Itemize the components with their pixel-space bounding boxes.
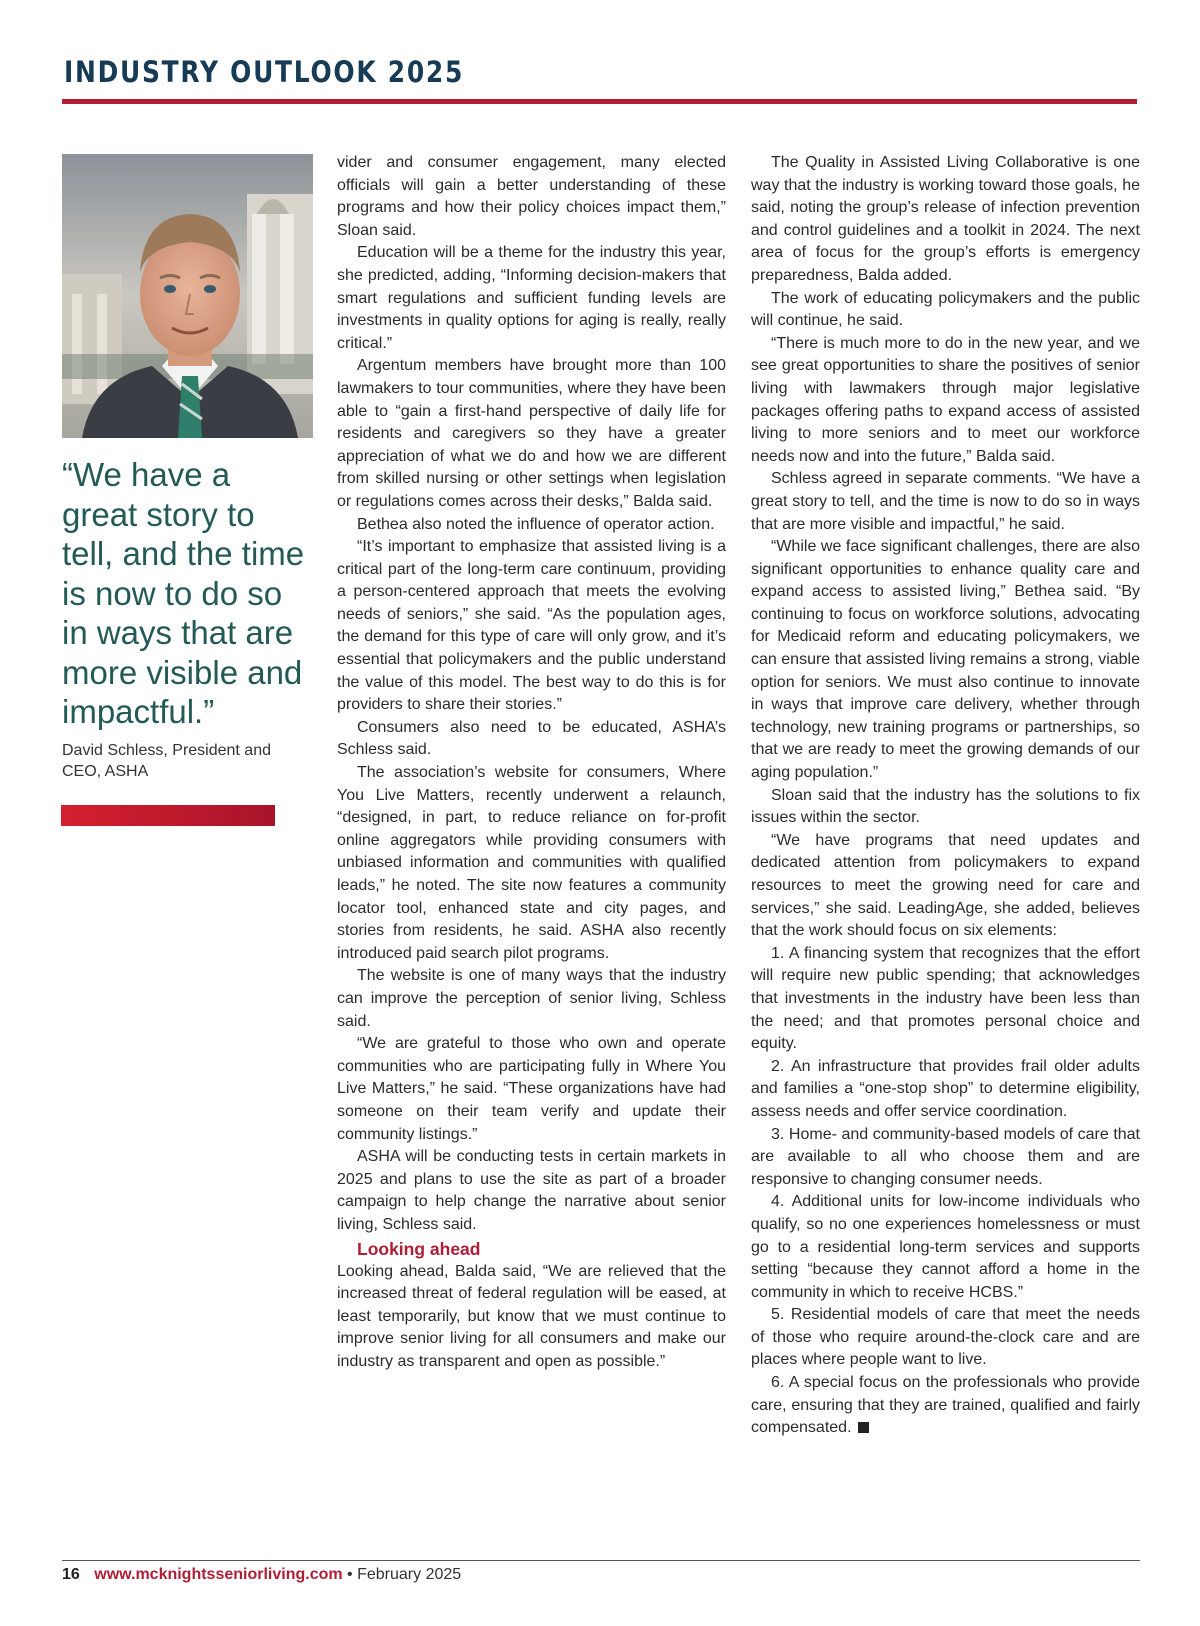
paragraph: Bethea also noted the influence of operator action. bbox=[357, 515, 715, 533]
paragraph: Consumers also need to be educated, ASHA’s Schless said. bbox=[337, 718, 726, 759]
issue-date: February 2025 bbox=[357, 1566, 462, 1583]
paragraph: Schless agreed in separate comments. “We have a great story to tell, and the time is now to do so in ways that are more visible and impactful,” he said. bbox=[751, 470, 1140, 533]
subhead-looking-ahead: Looking ahead bbox=[357, 1238, 481, 1259]
list-item bbox=[751, 1372, 1140, 1440]
paragraph: The work of educating policymakers and the public will continue, he said. bbox=[751, 289, 1140, 330]
author-photo bbox=[62, 154, 313, 438]
paragraph: “We have programs that need updates and dedicated attention from policymakers to expand resources to meet the growing need for care and services,” she said. LeadingAge, she added, believes that the work should focus on six elements: bbox=[751, 831, 1140, 940]
footer-divider bbox=[62, 1560, 1140, 1561]
website-link[interactable]: www.mcknightsseniorliving.com bbox=[94, 1566, 343, 1583]
list-item: 3. Home- and community-based models of care that are available to all who choose them and are responsive to changing consumer needs. bbox=[751, 1125, 1140, 1188]
quote-attribution: David Schless, President and CEO, ASHA bbox=[62, 742, 271, 780]
header-divider bbox=[62, 99, 1137, 104]
list-item: 4. Additional units for low-income individuals who qualify, so no one experiences homelessness or must go to a residential long-term services and supports setting “because they cannot afford a home in the community in which to receive HCBS.” bbox=[751, 1193, 1140, 1301]
portrait-illustration bbox=[62, 154, 313, 438]
paragraph: vider and consumer engagement, many elected officials will gain a better understanding of these programs and how their policy choices impact them,” Sloan said. bbox=[337, 154, 726, 239]
footer bbox=[62, 1566, 461, 1584]
footer-separator: • bbox=[347, 1566, 353, 1583]
paragraph: ASHA will be conducting tests in certain markets in 2025 and plans to use the site as part of a broader campaign to help change the narrative about senior living, Schless said. bbox=[337, 1148, 726, 1233]
list-item: 1. A financing system that recognizes that the effort will require new public spending; that acknowledges that investments in the industry have been less than the need; and that promotes personal choice and equity. bbox=[751, 944, 1140, 1053]
accent-bar bbox=[61, 805, 275, 826]
paragraph: “While we face significant challenges, there are also significant opportunities to enhance quality care and expand access to assisted living,” Bethea said. “By continuing to focus on workforce solutions, advocating for Medicaid reform and educating policymakers, we can ensure that assisted living remains a strong, viable option for seniors. We must also continue to innovate in ways that improve care delivery, whether through technology, new training programs or partnerships, so that we are ready to meet the growing demands of our aging population.” bbox=[751, 538, 1140, 782]
list-item: 5. Residential models of care that meet the needs of those who require around-the-clock care and are places where people want to live. bbox=[751, 1306, 1140, 1369]
page-number: 16 bbox=[62, 1566, 80, 1583]
paragraph: “We are grateful to those who own and operate communities who are participating fully in Where You Live Matters,” he said. “These organizations have had someone on their team verify and update their community listings.” bbox=[337, 1035, 726, 1143]
paragraph: Education will be a theme for the industry this year, she predicted, adding, “Informing decision-makers that smart regulations and sufficient funding levels are investments in quality options for aging is really, really critical.” bbox=[337, 244, 726, 352]
paragraph: The website is one of many ways that the industry can improve the perception of senior living, Schless said. bbox=[337, 967, 726, 1030]
paragraph: Argentum members have brought more than 100 lawmakers to tour communities, where they have been able to “gain a first-hand perspective of daily life for residents and caregivers so they have a greater appreciation of what we do and how we are different from skilled nursing or other settings when legislation or regulations comes across their desks,” Balda said. bbox=[337, 357, 726, 510]
article-column-1 bbox=[337, 152, 726, 1373]
paragraph: The Quality in Assisted Living Collaborative is one way that the industry is working toward those goals, he said, noting the group’s release of infection prevention and control guidelines and a toolkit in 2024. The next area of focus for the group’s efforts is emergency preparedness, Balda added. bbox=[751, 154, 1140, 284]
pull-quote: “We have a great story to tell, and the time is now to do so in ways that are more visible and impactful.” bbox=[62, 456, 305, 730]
list-item-text: 6. A special focus on the professionals who provide care, ensuring that they are trained, qualified and fairly compensated. bbox=[751, 1374, 1140, 1437]
paragraph: “There is much more to do in the new year, and we see great opportunities to share the positives of senior living with lawmakers through major legislative packages offering paths to expand access of assisted living to more seniors and to meet our workforce needs now and into the future,” Balda said. bbox=[751, 334, 1140, 465]
paragraph: Sloan said that the industry has the solutions to fix issues within the sector. bbox=[751, 786, 1140, 827]
section-title: INDUSTRY OUTLOOK 2025 bbox=[64, 55, 465, 89]
article-column-2 bbox=[751, 152, 1140, 1440]
list-item: 2. An infrastructure that provides frail older adults and families a “one-stop shop” to determine eligibility, assess needs and offer service coordination. bbox=[751, 1057, 1140, 1120]
paragraph: Looking ahead, Balda said, “We are relieved that the increased threat of federal regulation will be eased, at least temporarily, but know that we must continue to improve senior living for all consumers and make our industry as transparent and open as possible.” bbox=[337, 1262, 726, 1370]
paragraph: “It’s important to emphasize that assisted living is a critical part of the long-term care continuum, providing a person-centered approach that meets the evolving needs of seniors,” she said. “As the population ages, the demand for this type of care will only grow, and it’s essential that policymakers and the public understand the value of this model. The best way to do this is for providers to share their stories.” bbox=[337, 538, 726, 714]
end-mark-icon bbox=[858, 1422, 869, 1433]
paragraph: The association’s website for consumers, Where You Live Matters, recently underwent a relaunch, “designed, in part, to reduce reliance on for-profit online aggregators while providing consumers with unbiased information and communities with qualified leads,” he noted. The site now features a community locator tool, enhanced state and city pages, and stories from residents, he said. ASHA also recently introduced paid search pilot programs. bbox=[337, 764, 726, 962]
